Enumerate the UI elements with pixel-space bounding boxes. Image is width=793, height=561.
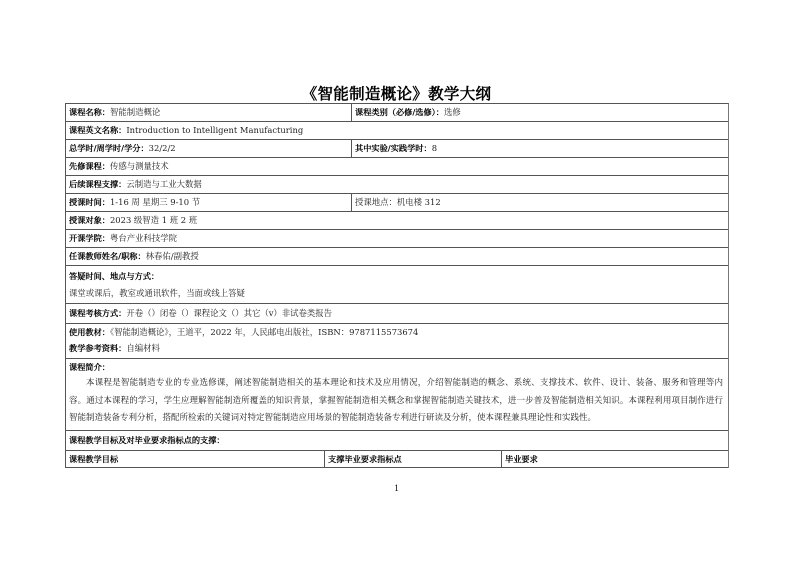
teacher-label: 任课教师姓名/职称： [69, 251, 146, 261]
college-cell [66, 230, 728, 247]
course-name-label: 课程名称： [69, 107, 110, 117]
qa-value: 课堂或课后，教室或通讯软件，当面或线上答疑 [69, 288, 245, 298]
schedule-value: 1-16 周 星期三 9-10 节 [109, 197, 201, 207]
course-name-cell [66, 104, 351, 121]
row-intro [66, 359, 728, 431]
course-type-value: 选修 [443, 107, 461, 117]
hours-cell [66, 140, 351, 157]
english-name-label: 课程英文名称： [69, 125, 127, 135]
row-college [66, 230, 728, 248]
english-name-value: Introduction to Intelligent Manufacturing [126, 125, 304, 135]
english-name-cell [66, 122, 728, 139]
college-value: 粤台产业科技学院 [109, 233, 177, 243]
course-type-cell [351, 104, 728, 121]
schedule-label: 授课时间： [69, 197, 110, 207]
prerequisite-value: 传感与测量技术 [109, 161, 169, 171]
audience-label: 授课对象： [69, 215, 110, 225]
assessment-value: 开卷（）闭卷（）课程论文（）其它（v）非试卷类报告 [126, 308, 333, 318]
row-teacher [66, 248, 728, 266]
row-qa [66, 266, 728, 304]
col-header-requirement: 毕业要求 [501, 451, 728, 467]
lab-hours-label: 其中实验/实践学时： [355, 143, 432, 153]
location-label: 授课地点： [355, 197, 397, 207]
row-audience [66, 212, 728, 230]
intro-cell [66, 359, 728, 430]
audience-cell [66, 212, 728, 229]
follow-up-label: 后续课程支撑： [69, 179, 127, 189]
document-title: 《智能制造概论》教学大纲 [301, 85, 492, 103]
prerequisite-cell [66, 158, 728, 175]
col-header-objective: 课程教学目标 [69, 453, 119, 464]
prerequisite-label: 先修课程： [69, 161, 110, 171]
col-header-indicator: 支撑毕业要求指标点 [324, 451, 501, 467]
reference-label: 教学参考资料： [69, 343, 127, 353]
textbook-label: 使用教材： [69, 327, 110, 337]
row-prerequisite [66, 158, 728, 176]
teacher-cell [66, 248, 728, 265]
row-textbook [66, 324, 728, 359]
hours-value: 32/2/2 [148, 143, 176, 153]
location-cell [351, 194, 728, 211]
row-schedule [66, 194, 728, 212]
assessment-cell [66, 304, 728, 323]
row-english-name [66, 122, 728, 140]
location-value: 机电楼 312 [396, 197, 441, 207]
reference-value: 自编材料 [126, 343, 160, 353]
row-hours [66, 140, 728, 158]
college-label: 开课学院： [69, 233, 110, 243]
row-course-name [66, 104, 728, 122]
row-assessment [66, 304, 728, 324]
syllabus-table [65, 103, 729, 468]
hours-label: 总学时/周学时/学分： [69, 143, 149, 153]
course-type-label: 课程类别（必修/选修）： [355, 107, 444, 117]
textbook-value: 《智能制造概论》，王道平，2022 年，人民邮电出版社，ISBN：9787115573674 [109, 327, 419, 337]
assessment-label: 课程考核方式： [69, 308, 127, 318]
intro-paragraph: 本课程是智能制造专业的专业选修课，阐述智能制造相关的基本理论和技术及应用情况，介绍智能制造的概念、系统、支撑技术、软件、设计、装备、服务和管理等内容。通过本课程的学习，学生应理解智能制造所覆盖的知识背景，掌握智能制造相关概念和掌握智能制造关键技术，进一步普及智能制造相关知识。本课程利用项目制作进行智能制造装备专利分析，搭配所检索的关键词对特定智能制造应用场景的智能制造装备专利进行研读及分析，使本课程兼具理论性和实践性。 [69, 378, 723, 423]
row-objectives-title [66, 431, 728, 451]
objectives-header-row [66, 451, 728, 468]
lab-hours-cell [351, 140, 728, 157]
audience-value: 2023 级智造 1 班 2 班 [109, 215, 198, 225]
textbook-cell [66, 324, 728, 358]
course-name-value: 智能制造概论 [109, 107, 161, 117]
follow-up-value: 云制造与工业大数据 [126, 179, 202, 189]
follow-up-cell [66, 176, 728, 193]
qa-label: 答疑时间、地点与方式： [69, 271, 160, 281]
objectives-title-cell [66, 431, 728, 450]
teacher-value: 林春佑/副教授 [145, 251, 199, 261]
intro-label: 课程简介： [69, 362, 110, 372]
page-number: 1 [394, 483, 399, 493]
qa-cell [66, 266, 728, 303]
objectives-label: 课程教学目标及对毕业要求指标点的支撑： [69, 434, 225, 445]
row-follow-up [66, 176, 728, 194]
schedule-cell [66, 194, 351, 211]
lab-hours-value: 8 [431, 143, 438, 153]
